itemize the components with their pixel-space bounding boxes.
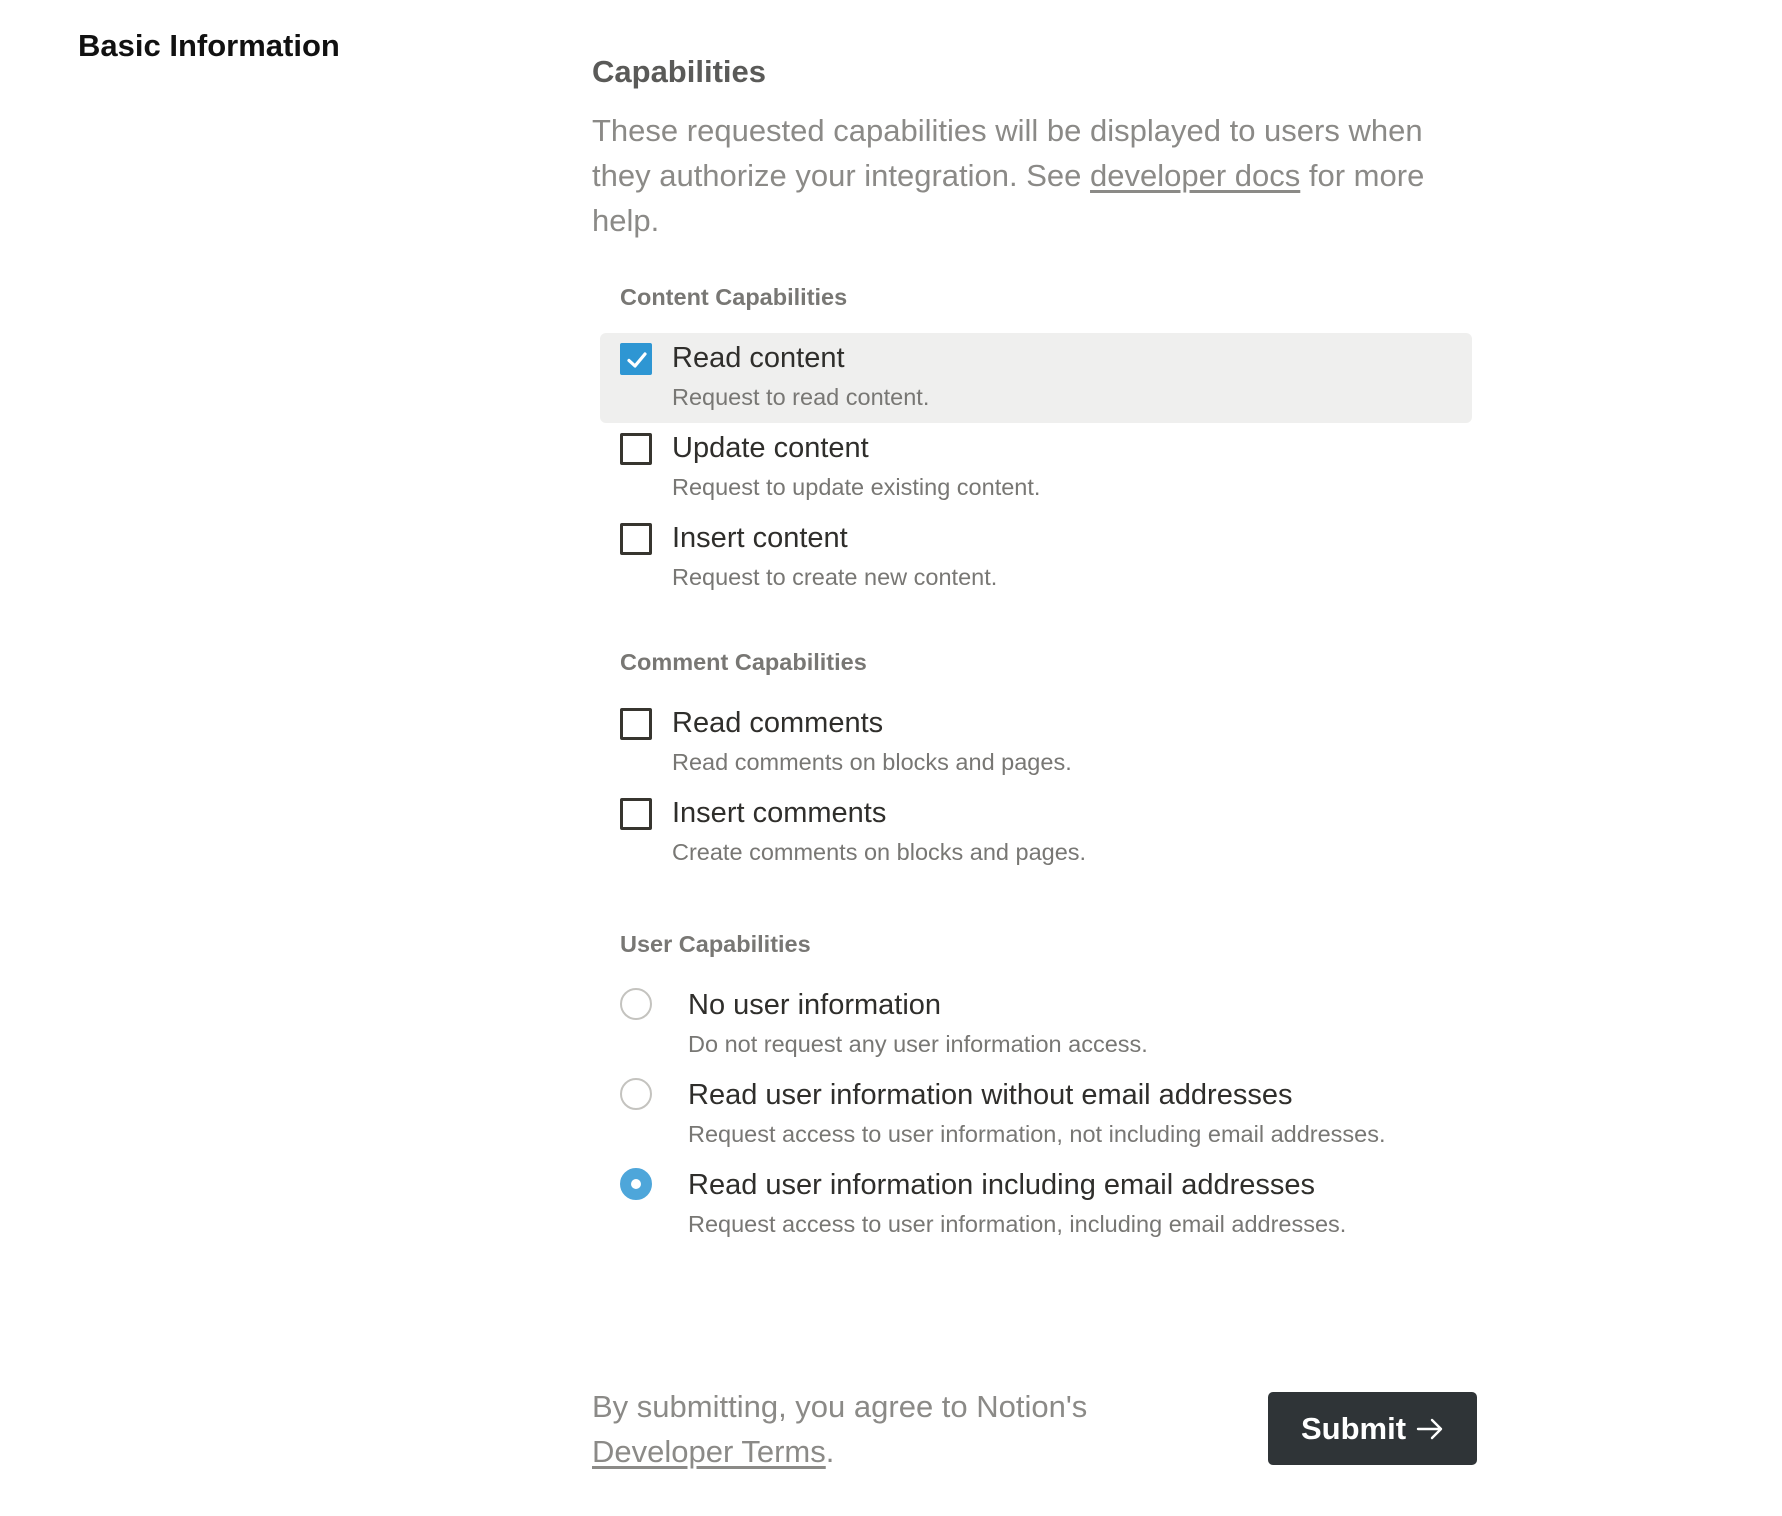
option-label: Read comments <box>672 707 884 739</box>
section-title: Capabilities <box>592 54 766 89</box>
option-description: Request to update existing content. <box>672 474 1041 500</box>
option-label: Read content <box>672 342 845 374</box>
user-capabilities-group <box>620 928 1482 1250</box>
option-label: Insert content <box>672 522 848 554</box>
option-read-comments[interactable] <box>600 698 1472 788</box>
content-options <box>620 333 1482 603</box>
intro-text-end: for more help. <box>592 158 1425 238</box>
nav-basic-information[interactable]: Basic Information <box>78 28 340 63</box>
option-description: Create comments on blocks and pages. <box>672 839 1087 865</box>
option-update-content[interactable] <box>600 423 1472 513</box>
insert-comments-checkbox[interactable] <box>620 798 652 830</box>
arrow-right-icon <box>1416 1417 1444 1441</box>
comment-capabilities-group <box>620 646 1482 878</box>
user-options <box>620 980 1482 1250</box>
option-description: Request to read content. <box>672 384 930 410</box>
option-description: Read comments on blocks and pages. <box>672 749 1072 775</box>
agreement-prefix: By submitting, you agree to Notion's <box>592 1389 1088 1424</box>
submit-label: Submit <box>1300 1410 1407 1446</box>
form-footer <box>592 1384 1482 1494</box>
content-capabilities-group <box>620 281 1482 603</box>
option-insert-content[interactable] <box>600 513 1472 603</box>
option-read-user-info-without-email[interactable] <box>600 1070 1472 1160</box>
insert-content-checkbox[interactable] <box>620 523 652 555</box>
option-description: Request access to user information, not including email addresses. <box>688 1121 1386 1147</box>
read-comments-checkbox[interactable] <box>620 708 652 740</box>
option-label: Insert comments <box>672 797 887 829</box>
user-info-without-email-radio[interactable] <box>620 1078 652 1110</box>
submit-button[interactable] <box>1268 1392 1477 1465</box>
option-description: Request access to user information, including email addresses. <box>688 1211 1347 1237</box>
option-read-content[interactable] <box>600 333 1472 423</box>
developer-terms-link[interactable]: Developer Terms <box>592 1434 826 1469</box>
left-nav <box>78 28 340 64</box>
checkmark-icon <box>625 348 649 372</box>
agreement-period: . <box>825 1434 835 1469</box>
option-insert-comments[interactable] <box>600 788 1472 878</box>
intro-text: These requested capabilities will be displayed to users when they authorize your integration. See <box>592 113 1423 193</box>
option-read-user-info-including-email[interactable] <box>600 1160 1472 1250</box>
update-content-checkbox[interactable] <box>620 433 652 465</box>
option-label: No user information <box>688 989 942 1021</box>
capabilities-section <box>592 54 1482 1250</box>
no-user-info-radio[interactable] <box>620 988 652 1020</box>
option-label: Read user information including email addresses <box>688 1169 1316 1201</box>
read-content-checkbox[interactable] <box>620 343 652 375</box>
user-capabilities-title: User Capabilities <box>620 931 811 957</box>
developer-docs-link[interactable]: developer docs <box>1090 158 1301 193</box>
option-label: Update content <box>672 432 869 464</box>
agreement-text <box>592 1384 1152 1474</box>
option-no-user-information[interactable] <box>600 980 1472 1070</box>
comment-options <box>620 698 1482 878</box>
capabilities-intro <box>592 108 1452 243</box>
user-info-including-email-radio[interactable] <box>620 1168 652 1200</box>
option-label: Read user information without email addresses <box>688 1079 1293 1111</box>
option-description: Do not request any user information access. <box>688 1031 1148 1057</box>
option-description: Request to create new content. <box>672 564 998 590</box>
comment-capabilities-title: Comment Capabilities <box>620 649 867 675</box>
content-capabilities-title: Content Capabilities <box>620 284 848 310</box>
